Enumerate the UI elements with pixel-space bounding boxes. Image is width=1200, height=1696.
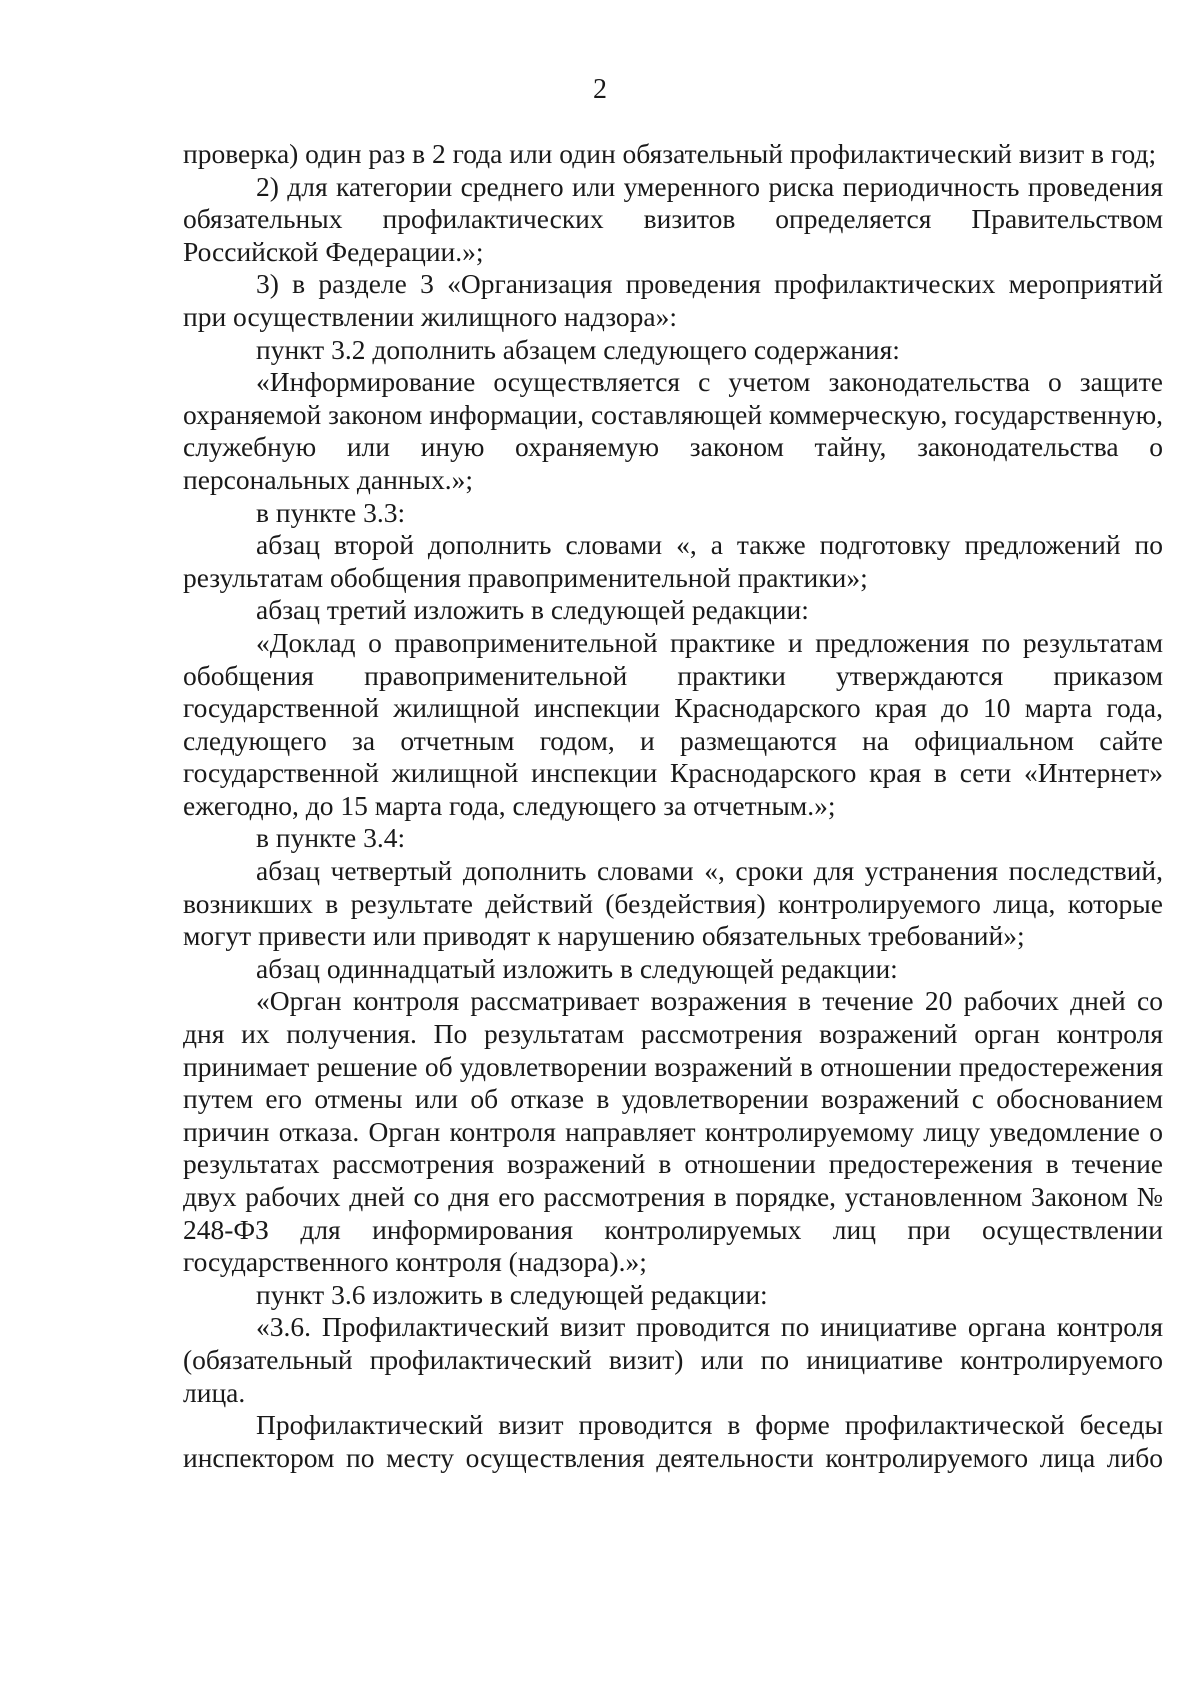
paragraph: пункт 3.6 изложить в следующей редакции: [256,1278,768,1310]
paragraph: абзац одиннадцатый изложить в следующей редакции: [256,952,898,984]
paragraph: абзац третий изложить в следующей редакции: [256,594,809,626]
paragraph: 2) для категории среднего или умеренного риска периодичность проведения обязательных профилактических визитов определяется Правительством Российской Федерации.»; [183,170,1163,267]
paragraph: в пункте 3.3: [256,496,406,528]
paragraph: «Доклад о правоприменительной практике и предложения по результатам обобщения правоприменительной практики утверждаются приказом государственной жилищной инспекции Краснодарского края до 10 марта года, следующего за отчетным годом, и размещаются на официальном сайте государственной жилищной инспекции Краснодарского края в сети «Интернет» ежегодно, до 15 марта года, следующего за отчетным.»; [183,626,1163,821]
paragraph: «Орган контроля рассматривает возражения в течение 20 рабочих дней со дня их получения. По результатам рассмотрения возражений орган контроля принимает решение об удовлетворении возражений в отношении предостережения путем его отмены или об отказе в удовлетворении возражений с обоснованием причин отказа. Орган контроля направляет контролируемому лицу уведомление о результатах рассмотрения возражений в отношении предостережения в течение двух рабочих дней со дня его рассмотрения в порядке, установленном Законом № 248-ФЗ для информирования контролируемых лиц при осуществлении государственного контроля (надзора).»; [183,985,1163,1278]
document-body [183,138,1163,1474]
paragraph: пункт 3.2 дополнить абзацем следующего содержания: [256,333,900,365]
paragraph: Профилактический визит проводится в форме профилактической беседы инспектором по месту осуществления деятельности контролируемого лица либо [183,1409,1163,1473]
paragraph: абзац второй дополнить словами «, а также подготовку предложений по результатам обобщения правоприменительной практики»; [183,529,1163,593]
page-number: 2 [593,74,607,105]
paragraph: 3) в разделе 3 «Организация проведения профилактических мероприятий при осуществлении жилищного надзора»: [183,268,1163,332]
paragraph: в пункте 3.4: [256,822,406,854]
paragraph: абзац четвертый дополнить словами «, сроки для устранения последствий, возникших в результате действий (бездействия) контролируемого лица, которые могут привести или приводят к нарушению обязательных требований»; [183,855,1163,952]
paragraph: «Информирование осуществляется с учетом законодательства о защите охраняемой законом информации, составляющей коммерческую, государственную, служебную или иную охраняемую законом тайну, законодательства о персональных данных.»; [183,366,1163,495]
paragraph: «3.6. Профилактический визит проводится по инициативе органа контроля (обязательный профилактический визит) или по инициативе контролируемого лица. [183,1311,1163,1408]
paragraph: проверка) один раз в 2 года или один обязательный профилактический визит в год; [183,138,1157,169]
